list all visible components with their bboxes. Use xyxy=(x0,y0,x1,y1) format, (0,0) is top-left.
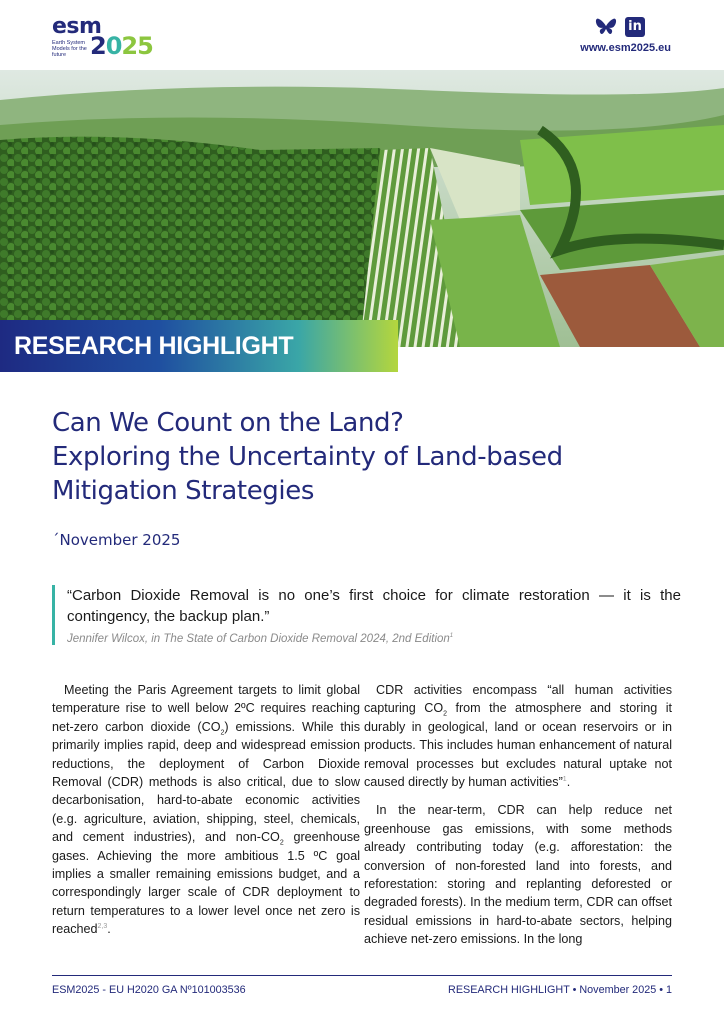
social-links xyxy=(595,17,645,37)
body-column-right xyxy=(364,681,672,959)
esm2025-logo xyxy=(52,14,182,60)
p2-reference: 1 xyxy=(562,775,567,783)
p1-end: . xyxy=(107,922,111,937)
website-url-link[interactable]: www.esm2025.eu xyxy=(580,42,671,54)
page-title xyxy=(52,406,672,508)
hero-aerial-landscape-image xyxy=(0,70,724,347)
logo-year xyxy=(90,32,153,60)
p1-part-a: Meeting the Paris Agreement targets to limit global temperature rise to well below 2ºC requires reaching net-zero carbon dioxide (CO xyxy=(52,683,360,734)
linkedin-icon[interactable]: in xyxy=(625,17,645,37)
title-line-2: Exploring the Uncertainty of Land-based xyxy=(52,442,563,472)
footer-divider xyxy=(52,975,672,976)
p1-part-b: ) emissions. While this primarily implies rapid, deep and widespread emission reductions, the deployment of Carbon Dioxide Removal (CDR) methods is also critical, due to slow decarbonisation, hard-to-abate economic activities (e.g. agriculture, aviation, shipping, steel, chemicals, and cement industries), and non-CO xyxy=(52,719,360,845)
p1-subscript-2: 2 xyxy=(279,839,284,847)
p1-part-c: greenhouse gases. Achieving the more ambitious 1.5 ºC goal implies a smaller remaining emissions budget, and a correspondingly larger scale of CDR deployment to return temperatures to a lower level once net zero is reached xyxy=(52,830,360,937)
footer-grant-info: ESM2025 - EU H2020 GA Nº101003536 xyxy=(52,984,246,996)
attribution-text: Jennifer Wilcox, in The State of Carbon Dioxide Removal 2024, 2nd Edition xyxy=(67,633,450,645)
quote-attribution xyxy=(67,633,681,645)
research-highlight-banner xyxy=(0,320,398,372)
body-column-left xyxy=(52,681,360,949)
logo-year-circle: 0 xyxy=(105,32,122,60)
title-line-1: Can We Count on the Land? xyxy=(52,408,404,438)
p2-end: . xyxy=(566,775,571,790)
p2-part-a: CDR activities encompass “all human activities capturing CO xyxy=(364,683,672,716)
p2-part-b: from the atmosphere and storing it durably in geological, land or ocean reservoirs or in products. This includes human enhancement of natural removal processes but excludes natural uptake not caused directly by human activities” xyxy=(364,701,672,790)
p1-reference: 2,3 xyxy=(97,923,108,931)
logo-esm-text: esm xyxy=(52,14,102,39)
reference-marker: 1 xyxy=(449,633,454,640)
logo-year-prefix: 2 xyxy=(90,32,106,60)
logo-year-suffix: 25 xyxy=(121,32,153,60)
footer-page-info: RESEARCH HIGHLIGHT • November 2025 • 1 xyxy=(448,984,672,996)
paragraph-2 xyxy=(364,681,672,791)
logo-tagline: Earth System Models for the future xyxy=(52,40,87,58)
bluesky-butterfly-icon[interactable] xyxy=(595,17,617,37)
banner-label: RESEARCH HIGHLIGHT xyxy=(14,332,294,360)
paragraph-1 xyxy=(52,681,360,939)
pull-quote xyxy=(52,585,681,645)
p1-subscript-1: 2 xyxy=(220,729,225,737)
quote-text: “Carbon Dioxide Removal is no one’s first choice for climate restoration — it is the contingency, the backup plan.” xyxy=(67,587,681,625)
p2-subscript: 2 xyxy=(443,710,448,718)
title-line-3: Mitigation Strategies xyxy=(52,476,314,506)
publication-date: ´November 2025 xyxy=(52,531,181,549)
paragraph-3: In the near-term, CDR can help reduce net greenhouse gas emissions, with some methods already contributing today (e.g. afforestation: the conversion of non-forested land into forests, and reforestation: storing and replanting deforested or degraded forests). In the medium term, CDR can offset residual emissions in hard-to-abate sectors, helping achieve net-zero emissions. In the long xyxy=(364,803,672,947)
